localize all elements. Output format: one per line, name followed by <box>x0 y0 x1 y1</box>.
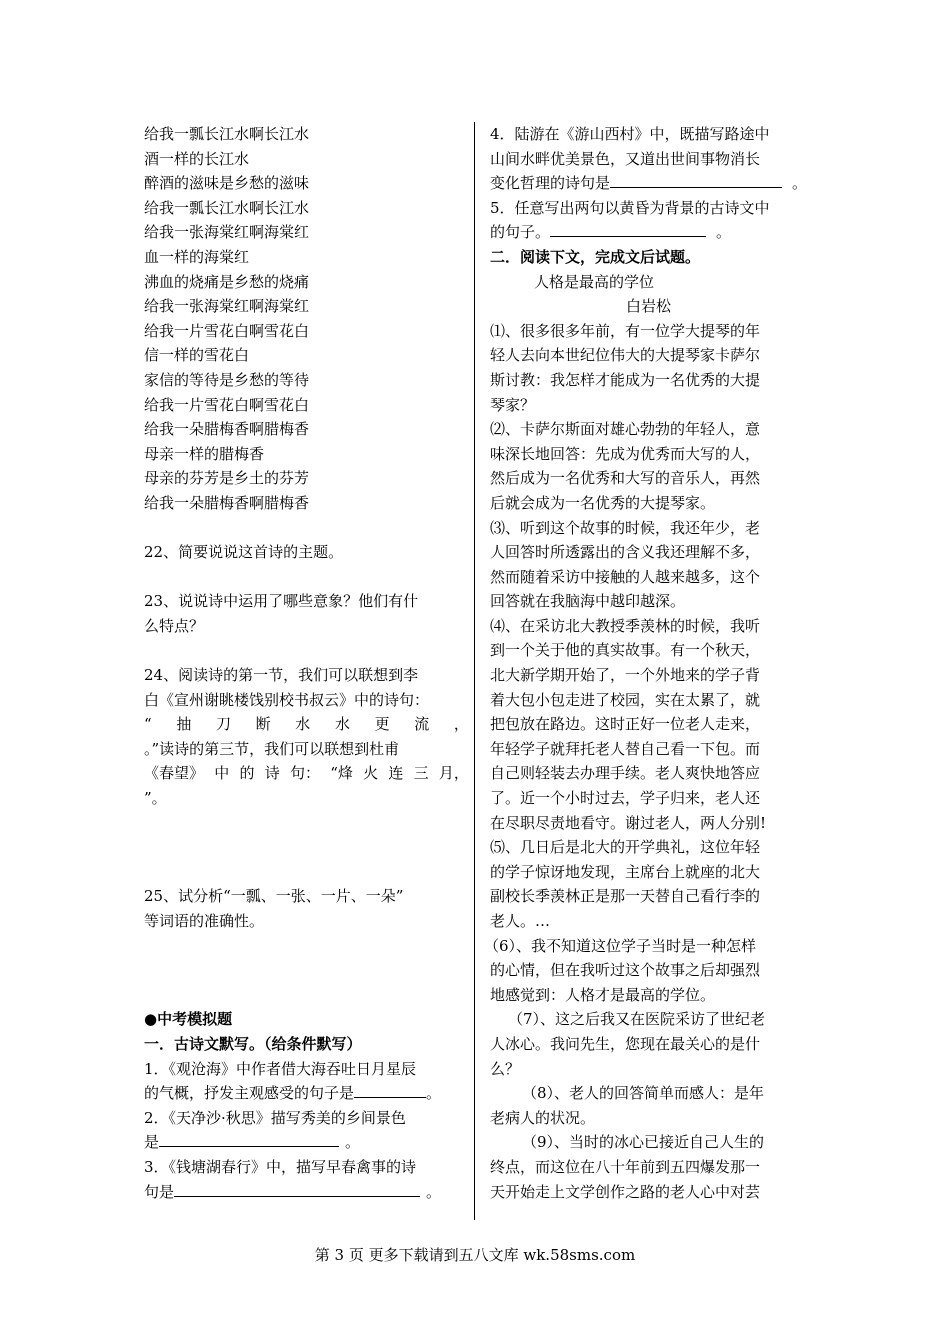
column-divider <box>474 122 475 1220</box>
fill-question-2-cont: 是 。 <box>144 1130 469 1155</box>
poem-line: 家信的等待是乡愁的等待 <box>144 370 310 389</box>
poem-line: 给我一张海棠红啊海棠红 <box>144 297 310 316</box>
article-line: 人冰心。我问先生，您现在最关心的是什 <box>490 1034 761 1053</box>
poem-line: 给我一片雪花白啊雪花白 <box>144 321 310 340</box>
article-line: ⑷、在采访北大教授季羡林的时候，我听 <box>490 616 761 635</box>
page-footer: 第 3 页 更多下载请到五八文库 wk.58sms.com <box>314 1246 636 1264</box>
poem-line: 给我一张海棠红啊海棠红 <box>144 223 310 242</box>
article-line: 北大新学期开始了，一个外地来的学子背 <box>490 666 761 685</box>
article-line: 老人。… <box>490 912 551 930</box>
article-line: 的学子惊讶地发现，主席台上就座的北大 <box>490 862 761 881</box>
question-24-cont: 白《宣州谢眺楼饯别校书叔云》中的诗句： <box>144 690 430 709</box>
right-column <box>484 122 812 1204</box>
article-line: 然后成为一名优秀和大写的音乐人，再然 <box>490 469 761 488</box>
poem-line: 醉酒的滋味是乡愁的滋味 <box>144 174 310 193</box>
article-line: ⑴、很多很多年前，有一位学大提琴的年 <box>490 321 761 340</box>
fill-question-4: 4．陆游在《游山西村》中，既描写路途中 <box>490 125 770 143</box>
article-line: ⑶、听到这个故事的时候，我还年少，老 <box>490 518 761 537</box>
question-24-cont: 。”读诗的第三节，我们可以联想到杜甫 <box>144 739 400 758</box>
article-line: ⑵、卡萨尔斯面对雄心勃勃的年轻人，意 <box>490 420 761 439</box>
question-25-cont: 等词语的准确性。 <box>144 912 265 930</box>
article-line: 然而随着采访中接触的人越来越多，这个 <box>490 567 761 586</box>
article-body <box>484 319 812 1204</box>
article-line: 人回答时所透露出的含义我还理解不多， <box>490 543 761 562</box>
fill-question-5-cont: 的句子。 。 <box>490 220 812 245</box>
question-22: 22、简要说说这首诗的主题。 <box>144 543 344 562</box>
part2-title: 二．阅读下文，完成文后试题。 <box>490 247 701 266</box>
article-line: 老病人的状况。 <box>490 1108 596 1127</box>
poem-line: 沸血的烧痛是乡愁的烧痛 <box>144 272 310 291</box>
article-line: 回答就在我脑海中越印越深。 <box>490 592 686 611</box>
poem-line: 给我一朵腊梅香啊腊梅香 <box>144 493 310 512</box>
question-24-cont: ”。 <box>144 789 167 808</box>
article-line: 副校长季羡林正是那一天替自己看行李的 <box>490 887 761 906</box>
article-title: 人格是最高的学位 <box>534 272 655 291</box>
article-line: （7）、这之后我又在医院采访了世纪老 <box>508 1010 766 1029</box>
article-line: 自己则轻装去办理手续。老人爽快地答应 <box>490 764 761 783</box>
article-line: 在尽职尽责地看守。谢过老人，两人分别! <box>490 813 767 832</box>
section-title: ●中考模拟题 <box>144 1010 233 1029</box>
article-line: 的心情，但在我听过这个故事之后却强烈 <box>490 961 761 980</box>
fill-question-1-cont: 的气概，抒发主观感受的句子是 。 <box>144 1081 469 1106</box>
article-line: 地感觉到：人格才是最高的学位。 <box>490 985 716 1004</box>
answer-blank[interactable] <box>159 1130 339 1147</box>
poem-line: 血一样的海棠红 <box>144 247 250 266</box>
poem-line: 信一样的雪花白 <box>144 346 250 365</box>
poem-line: 给我一瓢长江水啊长江水 <box>144 125 310 143</box>
poem-line: 母亲的芬芳是乡土的芬芳 <box>144 469 310 488</box>
article-line: （6）、我不知道这位学子当时是一种怎样 <box>484 936 757 955</box>
fill-question-1: 1．《观沧海》中作者借大海吞吐日月星辰 <box>144 1059 417 1078</box>
poem-line: 给我一瓢长江水啊长江水 <box>144 198 310 217</box>
article-line: 味深长地回答：先成为优秀而大写的人， <box>490 444 761 463</box>
fill-question-3: 3．《钱塘湖春行》中，描写早春禽事的诗 <box>144 1157 417 1176</box>
poem-line: 给我一朵腊梅香啊腊梅香 <box>144 420 310 439</box>
fill-question-2: 2．《天净沙·秋思》描写秀美的乡间景色 <box>144 1108 406 1127</box>
fill-question-5: 5．任意写出两句以黄昏为背景的古诗文中 <box>490 198 770 217</box>
question-23: 23、说说诗中运用了哪些意象？他们有什 <box>144 592 419 611</box>
article-line: 把包放在路边。这时正好一位老人走来， <box>490 715 761 734</box>
fill-question-3-cont: 句是 。 <box>144 1180 469 1205</box>
part1-title: 一．古诗文默写。（给条件默写） <box>144 1034 362 1053</box>
answer-blank[interactable] <box>174 1180 420 1197</box>
answer-blank[interactable] <box>550 220 706 237</box>
article-line: 琴家？ <box>490 395 536 414</box>
poem <box>144 122 469 516</box>
article-line: 了。近一个小时过去，学子归来，老人还 <box>490 789 761 808</box>
article-line: 么？ <box>490 1059 521 1078</box>
fill-question-4-cont: 变化哲理的诗句是 。 <box>490 171 812 196</box>
answer-blank[interactable] <box>354 1081 426 1098</box>
article-author: 白岩松 <box>626 297 672 316</box>
article-line: （8）、老人的回答简单而感人：是年 <box>522 1084 765 1103</box>
article-line: （9）、当时的冰心已接近自己人生的 <box>522 1133 765 1152</box>
fill-question-4-cont: 山间水畔优美景色，又道出世间事物消长 <box>490 149 761 168</box>
left-column <box>144 122 469 1204</box>
question-25: 25、试分析“一瓢、一张、一片、一朵” <box>144 887 404 906</box>
poem-line: 母亲一样的腊梅香 <box>144 444 265 463</box>
article-line: 斯讨教：我怎样才能成为一名优秀的大提 <box>490 370 761 389</box>
answer-blank[interactable] <box>610 171 782 188</box>
question-23-cont: 么特点？ <box>144 616 205 635</box>
article-line: 终点，而这位在八十年前到五四爆发那一 <box>490 1157 761 1176</box>
article-line: 后就会成为一名优秀的大提琴家。 <box>490 493 716 512</box>
article-line: 着大包小包走进了校园，实在太累了，就 <box>490 690 761 709</box>
question-24-quote-line: 《春望》 中 的 诗 句： “烽 火 连 三 月， <box>144 764 469 783</box>
poem-line: 酒一样的长江水 <box>144 149 250 168</box>
article-line: 轻人去向本世纪位伟大的大提琴家卡萨尔 <box>490 346 761 365</box>
question-24: 24、阅读诗的第一节，我们可以联想到李 <box>144 666 419 685</box>
article-line: 年轻学子就拜托老人替自己看一下包。而 <box>490 739 761 758</box>
article-line: ⑸、几日后是北大的开学典礼，这位年轻 <box>490 838 761 857</box>
article-line: 到一个关于他的真实故事。有一个秋天， <box>490 641 761 660</box>
poem-line: 给我一片雪花白啊雪花白 <box>144 395 310 414</box>
question-24-quote-line: “ 抽 刀 断 水 水 更 流 ， <box>144 715 469 734</box>
article-line: 天开始走上文学创作之路的老人心中对芸 <box>490 1182 761 1201</box>
